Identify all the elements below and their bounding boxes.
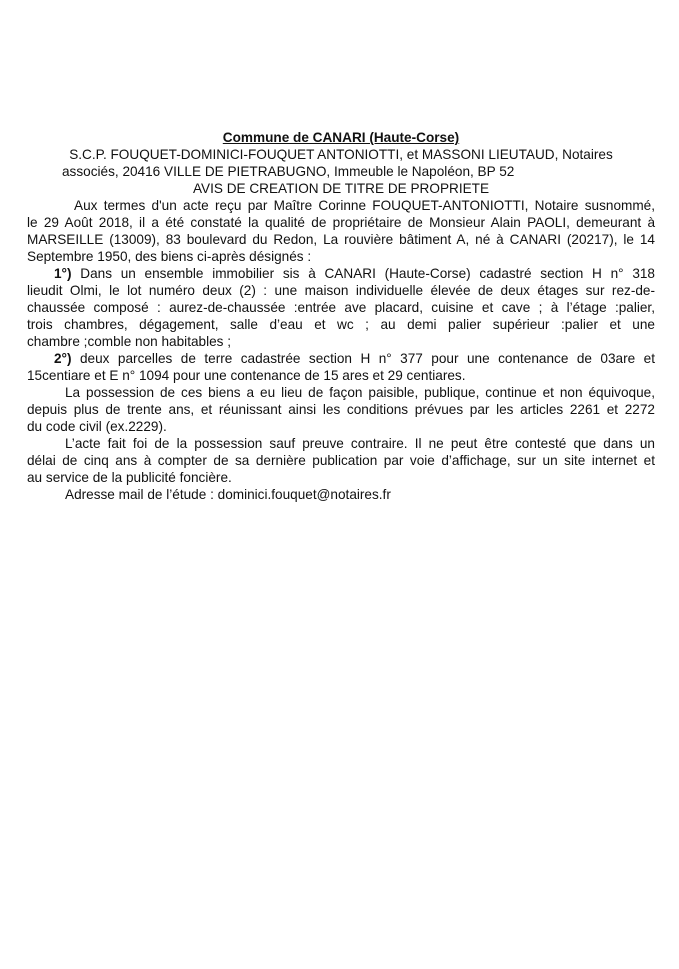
notary-header-line-2: associés, 20416 VILLE DE PIETRABUGNO, Immeuble le Napoléon, BP 52 [62,164,515,179]
acte-line-2: délai de cinq ans à compter de sa dernière publication par voie d’affichage, sur un site internet et [27,453,655,468]
possession-line-2: depuis plus de trente ans, et réunissant ainsi les conditions prévues par les articles 2261 et 2272 [27,402,655,417]
item1-line-1 [27,265,655,282]
title-text: Commune de CANARI (Haute-Corse) [222,130,460,145]
notice-document [27,129,655,503]
item1-line-5: chambre ;comble non habitables ; [27,334,232,349]
item1-line-3: chaussée composé : aurez-de-chaussée :entrée ave placard, cuisine et cave ; à l’étage :palier, [27,300,655,315]
document-title [27,129,655,146]
notice-heading: AVIS DE CREATION DE TITRE DE PROPRIETE [192,181,490,196]
item2-label: 2°) [54,351,72,366]
email-line: Adresse mail de l’étude : dominici.fouquet@notaires.fr [65,487,391,502]
acte-line-3: au service de la publicité foncière. [27,470,232,485]
notary-header-line-1: S.C.P. FOUQUET-DOMINICI-FOUQUET ANTONIOTTI, et MASSONI LIEUTAUD, Notaires [69,147,613,162]
item2-text-1: deux parcelles de terre cadastrée section H n° 377 pour une contenance de 03are et [71,351,655,366]
item2-line-2: 15centiare et E n° 1094 pour une contenance de 15 ares et 29 centiares. [27,368,466,383]
possession-line-1: La possession de ces biens a eu lieu de façon paisible, publique, continue et non équivoque, [65,385,655,400]
intro-line-1: Aux termes d'un acte reçu par Maître Corinne FOUQUET-ANTONIOTTI, Notaire susnommé, [74,198,655,213]
acte-line-1: L’acte fait foi de la possession sauf preuve contraire. Il ne peut être contesté que dans un [65,436,655,451]
item1-line-2: lieudit Olmi, le lot numéro deux (2) : une maison individuelle élevée de deux étages sur rez-de- [27,283,655,298]
item1-line-4: trois chambres, dégagement, salle d’eau et wc ; au demi palier supérieur :palier et une [27,317,655,332]
item2-line-1 [27,350,655,367]
intro-line-2: le 29 Août 2018, il a été constaté la qualité de propriétaire de Monsieur Alain PAOLI, demeurant à [27,215,655,230]
item1-text-1: Dans un ensemble immobilier sis à CANARI (Haute-Corse) cadastré section H n° 318 [71,266,655,281]
intro-line-3: MARSEILLE (13009), 83 boulevard du Redon, La rouvière bâtiment A, né à CANARI (20217), le 14 [27,232,655,247]
intro-line-4: Septembre 1950, des biens ci-après désignés : [27,249,312,264]
item1-label: 1°) [54,266,72,281]
possession-line-3: du code civil (ex.2229). [27,419,167,434]
